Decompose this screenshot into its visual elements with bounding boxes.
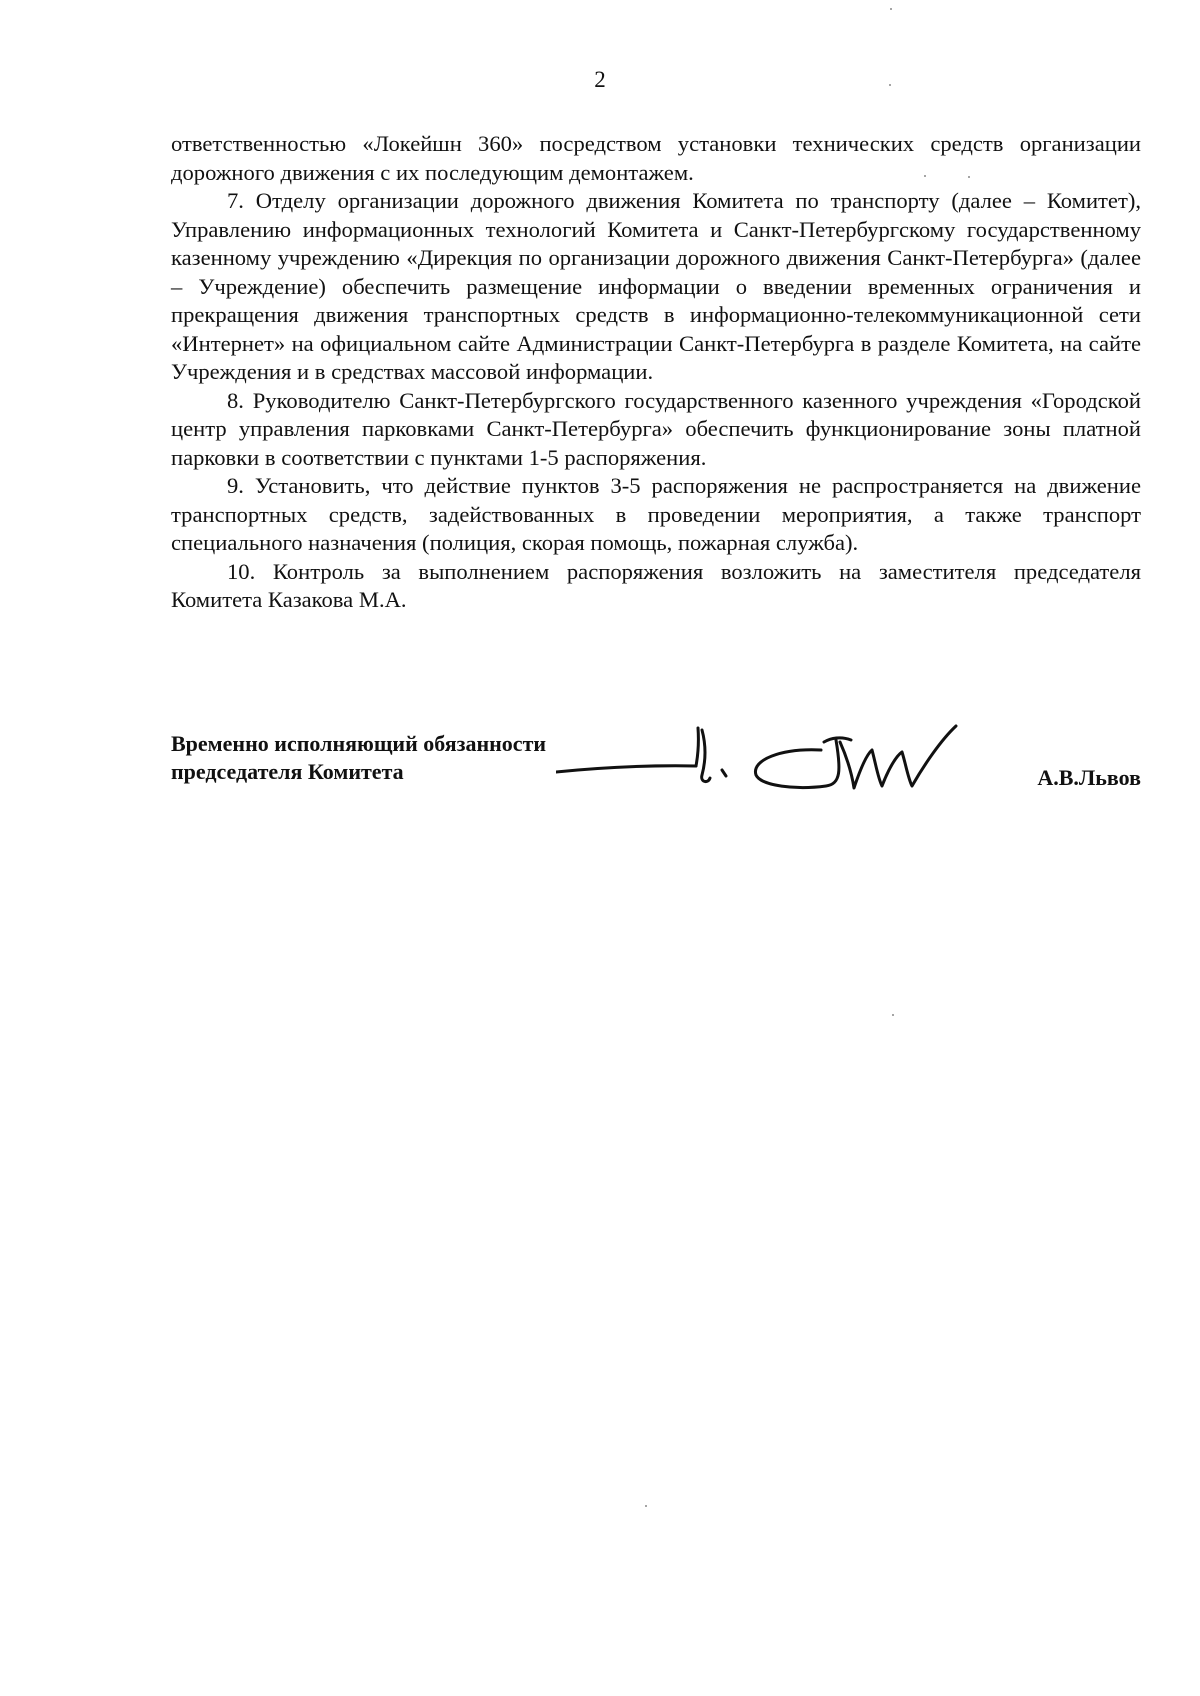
- signatory-title-line-2: председателя Комитета: [171, 759, 404, 784]
- paragraph-item-9: 9. Установить, что действие пунктов 3-5 распоряжения не распространяется на движение транспортных средств, задействованных в проведении мероприятия, а также транспорт специального назначения (полиция, скорая помощь, пожарная служба).: [171, 473, 1141, 555]
- signature-block: [171, 730, 1141, 810]
- signatory-name: А.В.Львов: [1037, 765, 1141, 790]
- paragraph-item-10: 10. Контроль за выполнением распоряжения возложить на заместителя председателя Комитета Казакова М.А.: [171, 558, 1141, 612]
- scan-speck: [892, 1014, 894, 1016]
- document-body: [171, 130, 1141, 615]
- handwritten-signature: [556, 720, 996, 800]
- signatory-title: [171, 730, 546, 786]
- page-number: 2: [594, 67, 606, 92]
- paragraph-item-7: 7. Отделу организации дорожного движения Комитета по транспорту (далее – Комитет), Управлению информационных технологий Комитета и Санкт-Петербургскому государственному казенному учреждению «Дирекция по организации дорожного движения Санкт-Петербурга» (далее – Учреждение) обеспечить размещение информации о введении временных ограничения и прекращения движения транспортных средств в информационно-телекоммуникационной сети «Интернет» на официальном сайте Администрации Санкт-Петербурга в разделе Комитета, на сайте Учреждения и в средствах массовой информации.: [171, 188, 1141, 384]
- paragraph-continuation: ответственностью «Локейшн 360» посредством установки технических средств организации дорожного движения с их последующим демонтажем.: [171, 131, 1141, 185]
- scan-speck: [889, 84, 891, 86]
- scan-speck: [890, 8, 892, 10]
- paragraph-item-8: 8. Руководителю Санкт-Петербургского государственного казенного учреждения «Городской центр управления парковками Санкт-Петербурга» обеспечить функционирование зоны платной парковки в соответствии с пунктами 1-5 распоряжения.: [171, 387, 1141, 470]
- scan-speck: [968, 176, 970, 178]
- scan-speck: [645, 1505, 647, 1507]
- scan-speck: [924, 175, 926, 177]
- signatory-title-line-1: Временно исполняющий обязанности: [171, 731, 547, 756]
